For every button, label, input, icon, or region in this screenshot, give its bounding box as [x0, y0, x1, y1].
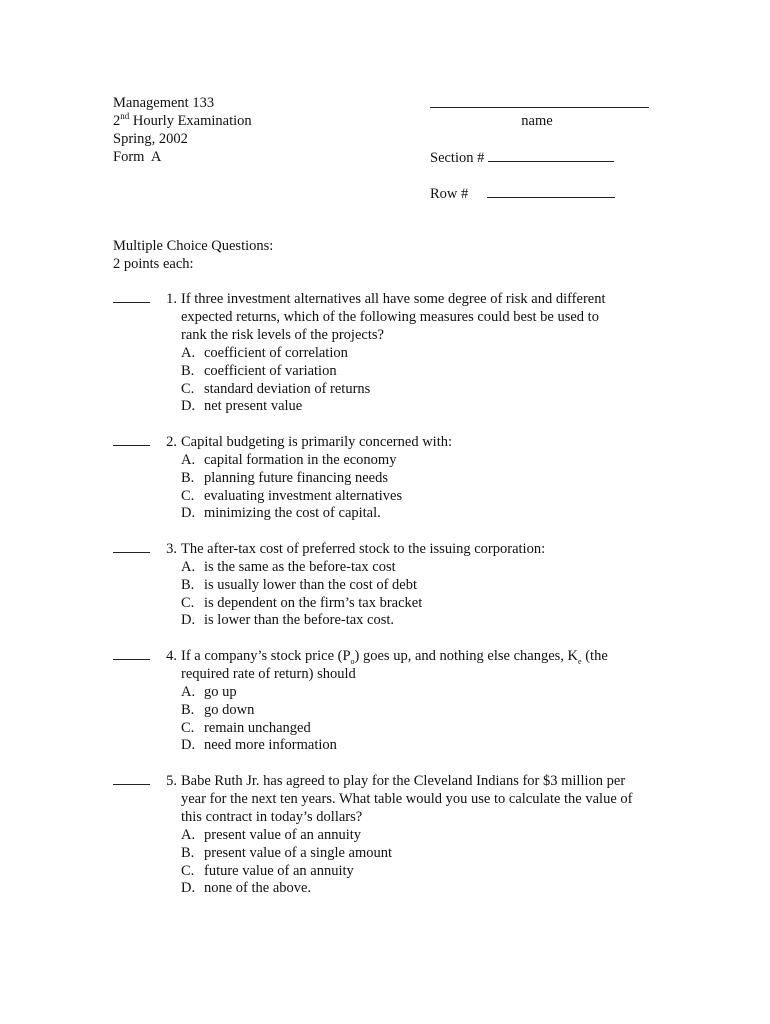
- answer-blank[interactable]: [113, 659, 150, 660]
- option-b: B. planning future financing needs: [181, 469, 389, 486]
- option-d: D. is lower than the before-tax cost.: [181, 612, 395, 629]
- option-c: C. standard deviation of returns: [181, 380, 371, 397]
- option-b: B. coefficient of variation: [181, 362, 337, 379]
- name-field[interactable]: [430, 94, 649, 113]
- option-a: A. go up: [181, 684, 237, 700]
- question-stem: [181, 540, 671, 629]
- option-b: B. present value of a single amount: [181, 844, 393, 861]
- stem-line: The after-tax cost of preferred stock to the issuing corporation:: [181, 541, 546, 557]
- option-a: A. coefficient of correlation: [181, 345, 348, 361]
- stem-line: year for the next ten years. What table would you use to calculate the value of: [181, 791, 633, 807]
- option-a: A. is the same as the before-tax cost: [181, 559, 396, 575]
- stem-line: this contract in today’s dollars?: [181, 809, 363, 825]
- option-c: C. is dependent on the firm’s tax bracket: [181, 594, 423, 611]
- question-number: 4.: [166, 648, 177, 664]
- option-c: C. remain unchanged: [181, 719, 311, 736]
- option-a: A. capital formation in the economy: [181, 452, 397, 468]
- answer-blank[interactable]: [113, 552, 150, 553]
- question-number: 1.: [166, 291, 177, 307]
- section-label: Section #: [430, 150, 485, 166]
- option-d: D. need more information: [181, 737, 337, 754]
- stem-line: Capital budgeting is primarily concerned with:: [181, 434, 453, 450]
- row-field[interactable]: [487, 184, 615, 198]
- exam-title: 2nd Hourly Examination: [113, 111, 252, 129]
- question-stem: [181, 647, 671, 754]
- answer-blank[interactable]: [113, 784, 150, 785]
- option-d: D. minimizing the cost of capital.: [181, 505, 381, 522]
- stem-line: required rate of return) should: [181, 666, 356, 682]
- question-number: 3.: [166, 541, 177, 557]
- section-field[interactable]: [488, 148, 614, 162]
- stem-line: If a company’s stock price $(P_o)$ goes up, and nothing else changes, $K_e$ (the: [181, 648, 608, 666]
- option-b: B. go down: [181, 701, 255, 718]
- option-d: D. net present value: [181, 398, 303, 415]
- option-c: C. future value of an annuity: [181, 862, 354, 879]
- question-number: 2.: [166, 434, 177, 450]
- option-c: C. evaluating investment alternatives: [181, 487, 403, 504]
- row-line: [430, 184, 615, 203]
- answer-blank[interactable]: [113, 445, 150, 446]
- option-a: A. present value of an annuity: [181, 827, 362, 843]
- stem-line: rank the risk levels of the projects?: [181, 327, 384, 343]
- option-d: D. none of the above.: [181, 880, 312, 897]
- exam-term: Spring, 2002: [113, 131, 188, 147]
- answer-blank[interactable]: [113, 302, 150, 303]
- name-label: name: [521, 113, 553, 129]
- instructions-points: 2 points each:: [113, 256, 194, 272]
- exam-form: Form A: [113, 149, 162, 165]
- stem-line: expected returns, which of the following measures could best be used to: [181, 309, 599, 325]
- instructions-title: Multiple Choice Questions:: [113, 238, 274, 254]
- stem-line: Babe Ruth Jr. has agreed to play for the Cleveland Indians for $3 million per: [181, 773, 626, 789]
- option-b: B. is usually lower than the cost of debt: [181, 576, 418, 593]
- stem-line: If three investment alternatives all have some degree of risk and different: [181, 291, 606, 307]
- question-stem: [181, 290, 671, 415]
- question-stem: [181, 772, 671, 897]
- question-stem: [181, 433, 671, 522]
- course-title: Management 133: [113, 95, 215, 111]
- row-label: Row #: [430, 186, 469, 202]
- section-row: [430, 148, 614, 167]
- question-number: 5.: [166, 773, 177, 789]
